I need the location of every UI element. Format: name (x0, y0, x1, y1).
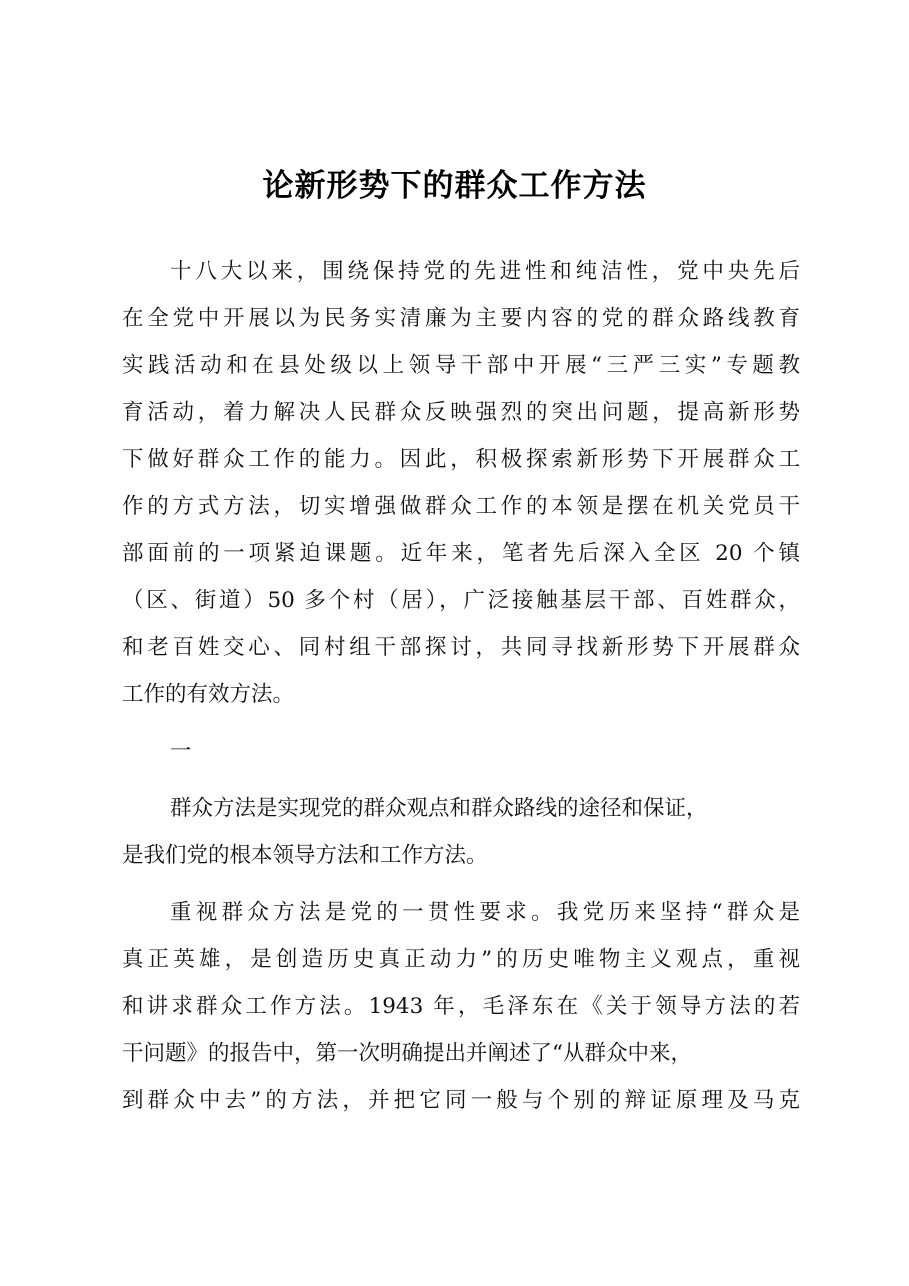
text-line: 工作的有效方法。 (122, 682, 295, 707)
text-line: 十八大以来，围绕保持党的先进性和纯洁性，党中央先后 (170, 259, 800, 284)
text-line: 和讲求群众工作方法。1943 年，毛泽东在《关于领导方法的若 (122, 994, 800, 1019)
section-number: 一 (170, 739, 192, 764)
text-line: 干问题》的报告中，第一次明确提出并阐述了“从群众中来， (122, 1041, 692, 1066)
text-line: 真正英雄，是创造历史真正动力”的历史唯物主义观点，重视 (122, 947, 800, 972)
text-line: 群众方法是实现党的群众观点和群众路线的途径和保证， (170, 796, 708, 821)
paragraph-spacing (122, 775, 800, 785)
text-line: 下做好群众工作的能力。因此，积极探索新形势下开展群众工 (122, 447, 800, 472)
text-line: 在全党中开展以为民务实清廉为主要内容的党的群众路线教育 (122, 306, 800, 331)
text-line: 育活动，着力解决人民群众反映强烈的突出问题，提高新形势 (122, 400, 800, 425)
text-line: 实践活动和在县处级以上领导干部中开展“三严三实”专题教 (122, 353, 800, 378)
paragraph-spacing (122, 879, 800, 889)
text-line: 重视群众方法是党的一贯性要求。我党历来坚持“群众是 (170, 900, 800, 925)
text-line: 和老百姓交心、同村组干部探讨，共同寻找新形势下开展群众 (122, 635, 800, 660)
text-line: 是我们党的根本领导方法和工作方法。 (122, 843, 488, 868)
text-line: 到群众中去”的方法，并把它同一般与个别的辩证原理及马克 (122, 1088, 800, 1113)
paragraph (122, 248, 800, 718)
paragraph (122, 785, 800, 879)
text-line: （区、街道）50 多个村（居），广泛接触基层干部、百姓群众， (122, 588, 800, 613)
paragraph-spacing (122, 718, 800, 728)
text-line: 作的方式方法，切实增强做群众工作的本领是摆在机关党员干 (122, 494, 800, 519)
document-body (122, 248, 800, 1124)
paragraph (122, 889, 800, 1124)
text-line: 部面前的一项紧迫课题。近年来，笔者先后深入全区 20 个镇 (122, 541, 800, 566)
document-title: 论新形势下的群众工作方法 (262, 168, 647, 204)
section-heading (122, 728, 800, 775)
